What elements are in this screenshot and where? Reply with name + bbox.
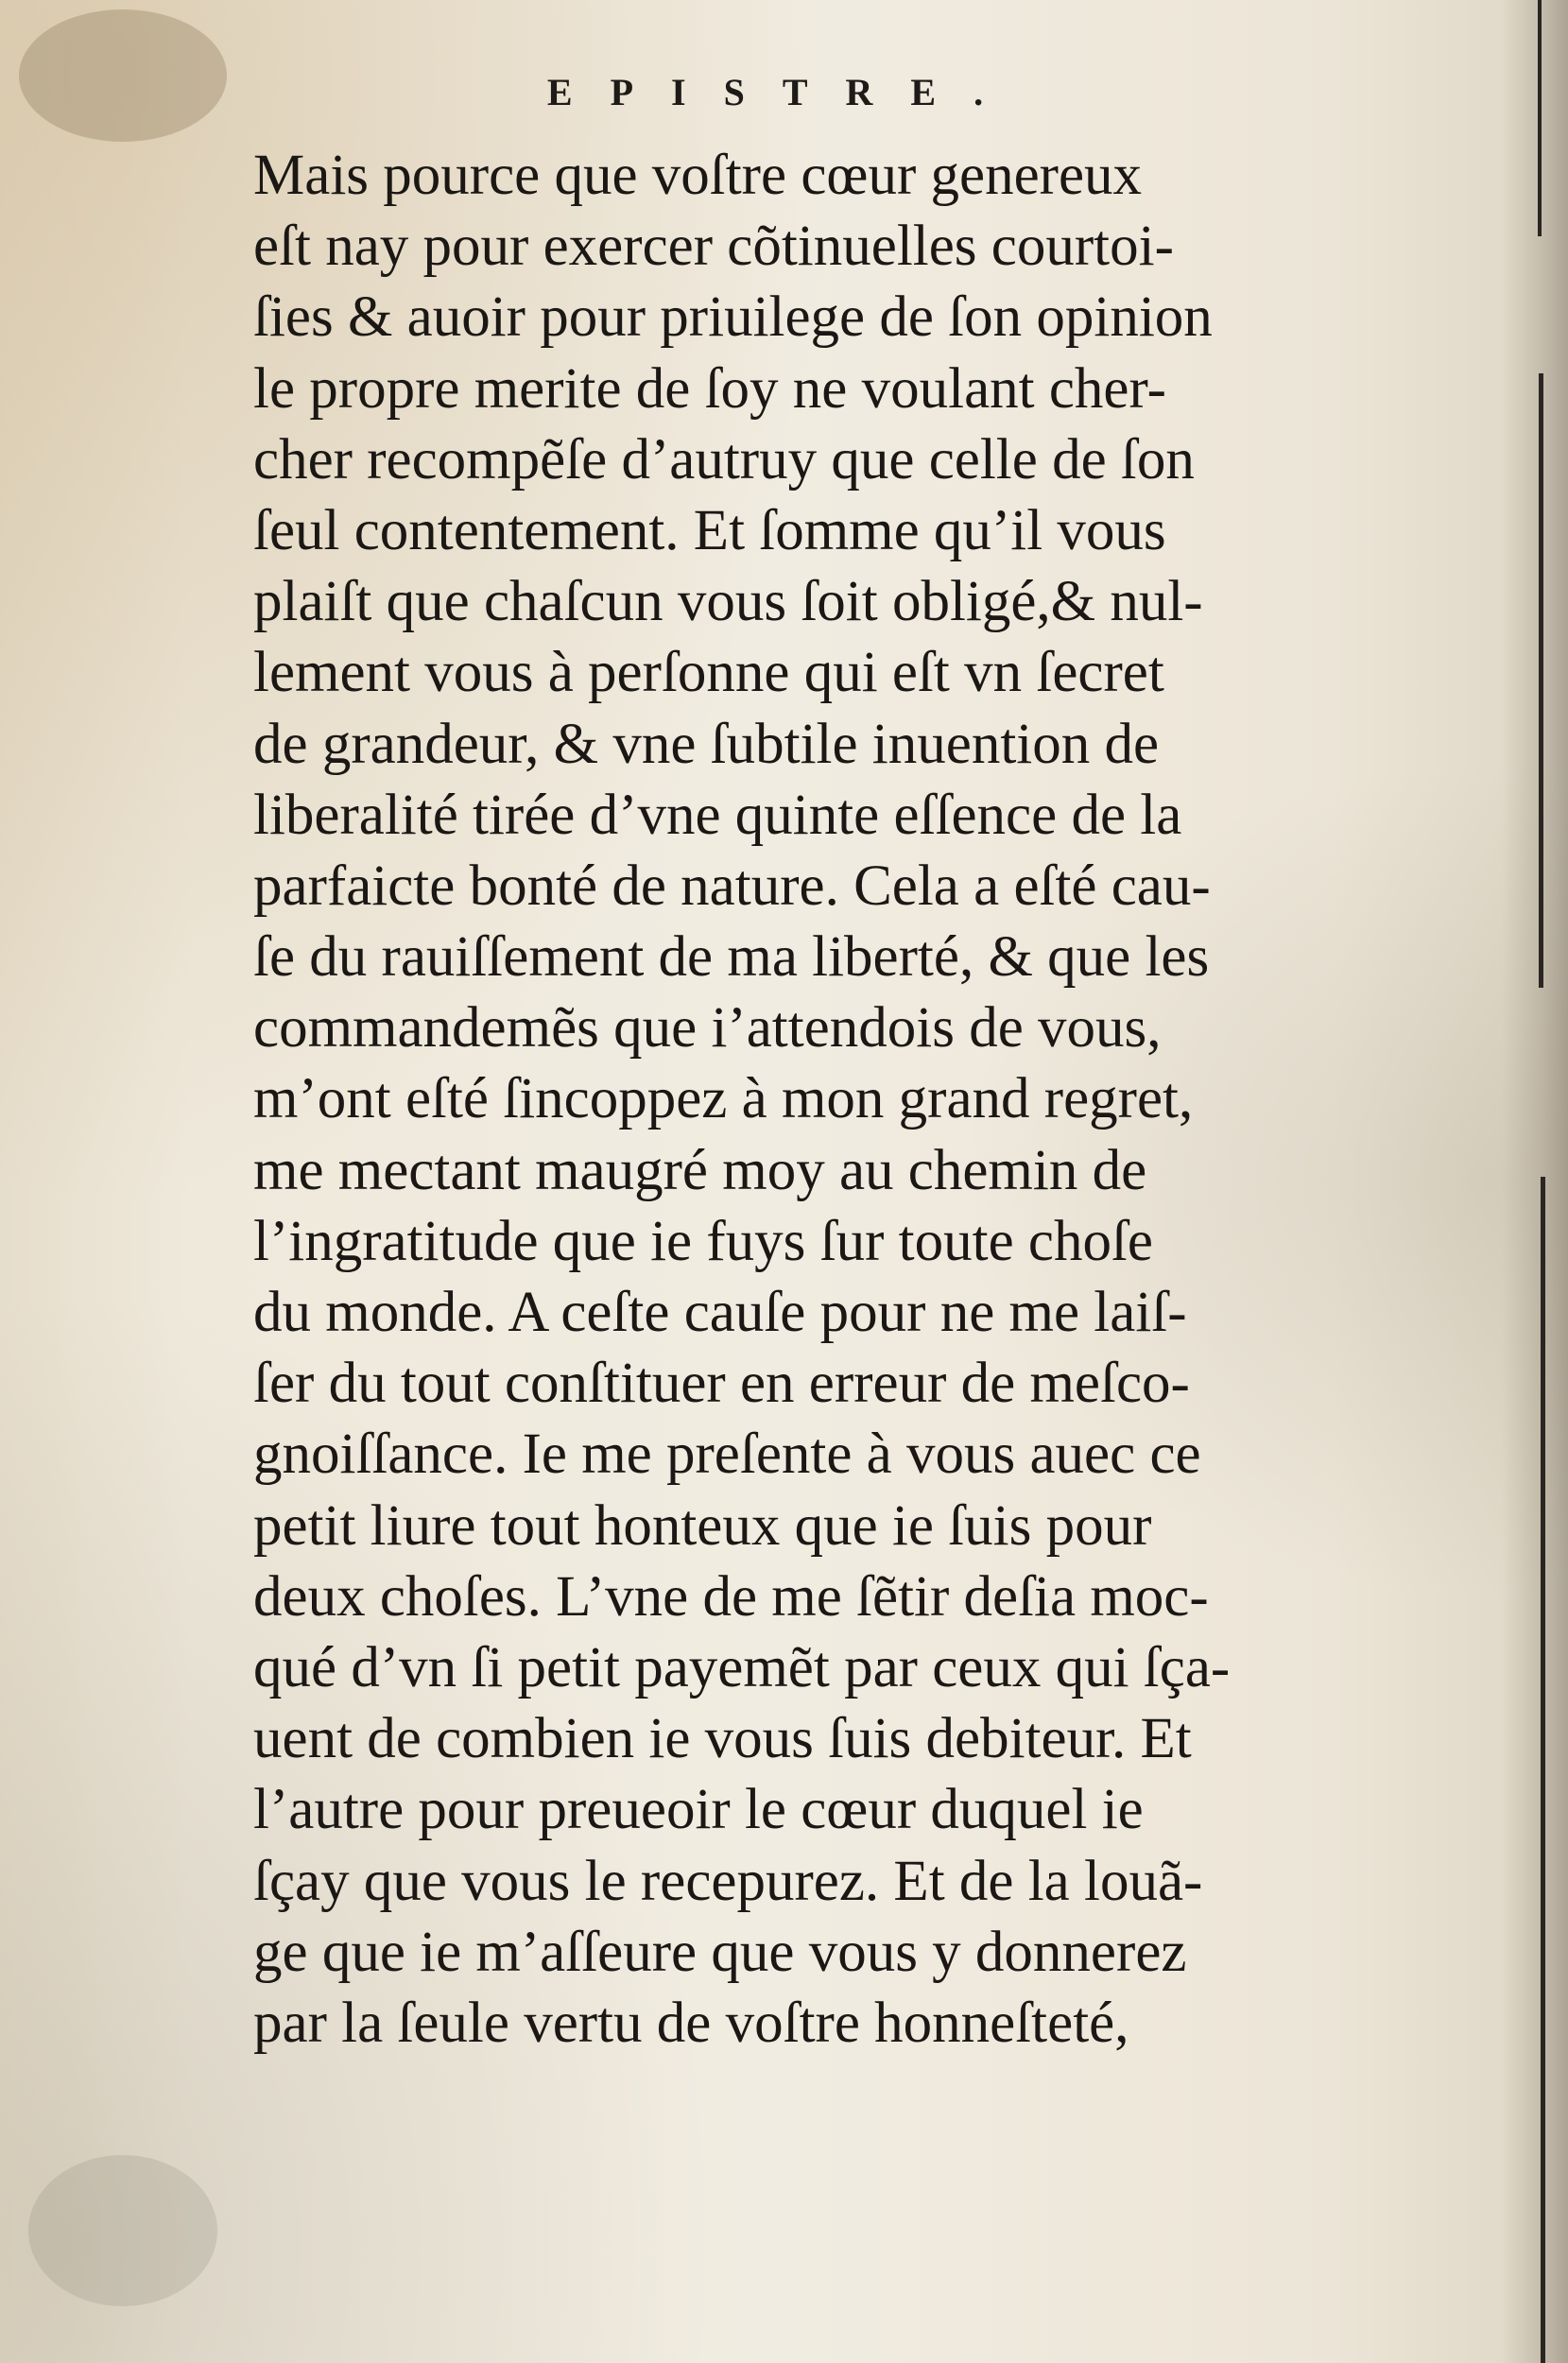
page-edge-line	[1541, 1177, 1545, 2363]
page-edge-line	[1539, 373, 1543, 988]
text-line: m’ont eſté ſincoppez à mon grand regret,	[253, 1067, 1194, 1131]
text-line: qué d’vn ſi petit payemẽt par ceux qui ſça-	[253, 1635, 1231, 1699]
text-line: par la ſeule vertu de voſtre honneſteté,	[253, 1991, 1129, 2055]
text-line: deux choſes. L’vne de me ſẽtir deſia moc-	[253, 1564, 1209, 1629]
text-line: l’autre pour preueoir le cœur duquel ie	[253, 1778, 1144, 1842]
body-text	[253, 140, 1387, 2059]
text-line: l’ingratitude que ie fuys ſur toute choſe	[253, 1209, 1153, 1273]
text-line: gnoiſſance. Ie me preſente à vous auec ce	[253, 1423, 1201, 1487]
text-line: liberalité tirée d’vne quinte eſſence de la	[253, 783, 1182, 847]
text-line: me mectant maugré moy au chemin de	[253, 1138, 1147, 1202]
page-edge-shadow	[1502, 0, 1568, 2363]
text-line: eſt nay pour exercer cõtinuelles courtoi-	[253, 215, 1174, 279]
text-line: le propre merite de ſoy ne voulant cher-	[253, 356, 1166, 421]
text-line: ſeul contentement. Et ſomme qu’il vous	[253, 498, 1166, 562]
text-line: plaiſt que chaſcun vous ſoit obligé,& nul-	[253, 570, 1203, 634]
text-line: commandemẽs que i’attendois de vous,	[253, 996, 1162, 1061]
text-line: lement vous à perſonne qui eſt vn ſecret	[253, 641, 1164, 705]
text-line: Mais pource que voſtre cœur genereux	[253, 144, 1143, 207]
text-line: cher recompẽſe d’autruy que celle de ſon	[253, 427, 1195, 492]
paper-stain	[28, 2155, 217, 2306]
text-line: ge que ie m’aſſeure que vous y donnerez	[253, 1920, 1187, 1984]
text-line: ſies & auoir pour priuilege de ſon opinion	[253, 285, 1213, 350]
running-title: EPISTRE.	[546, 71, 1022, 113]
text-line: ſer du tout conſtituer en erreur de meſco-	[253, 1352, 1190, 1416]
text-line: ſe du rauiſſement de ma liberté, & que les	[253, 925, 1210, 990]
text-line: ſçay que vous le recepurez. Et de la louã-	[253, 1849, 1203, 1913]
text-line: petit liure tout honteux que ie ſuis pour	[253, 1493, 1152, 1558]
page-edge-line	[1538, 0, 1542, 236]
text-line: du monde. A ceſte cauſe pour ne me laiſ-	[253, 1281, 1187, 1344]
text-line: uent de combien ie vous ſuis debiteur. Et	[253, 1707, 1192, 1771]
text-line: parfaicte bonté de nature. Cela a eſté cau-	[253, 854, 1211, 918]
text-line: de grandeur, & vne ſubtile inuention de	[253, 712, 1160, 776]
